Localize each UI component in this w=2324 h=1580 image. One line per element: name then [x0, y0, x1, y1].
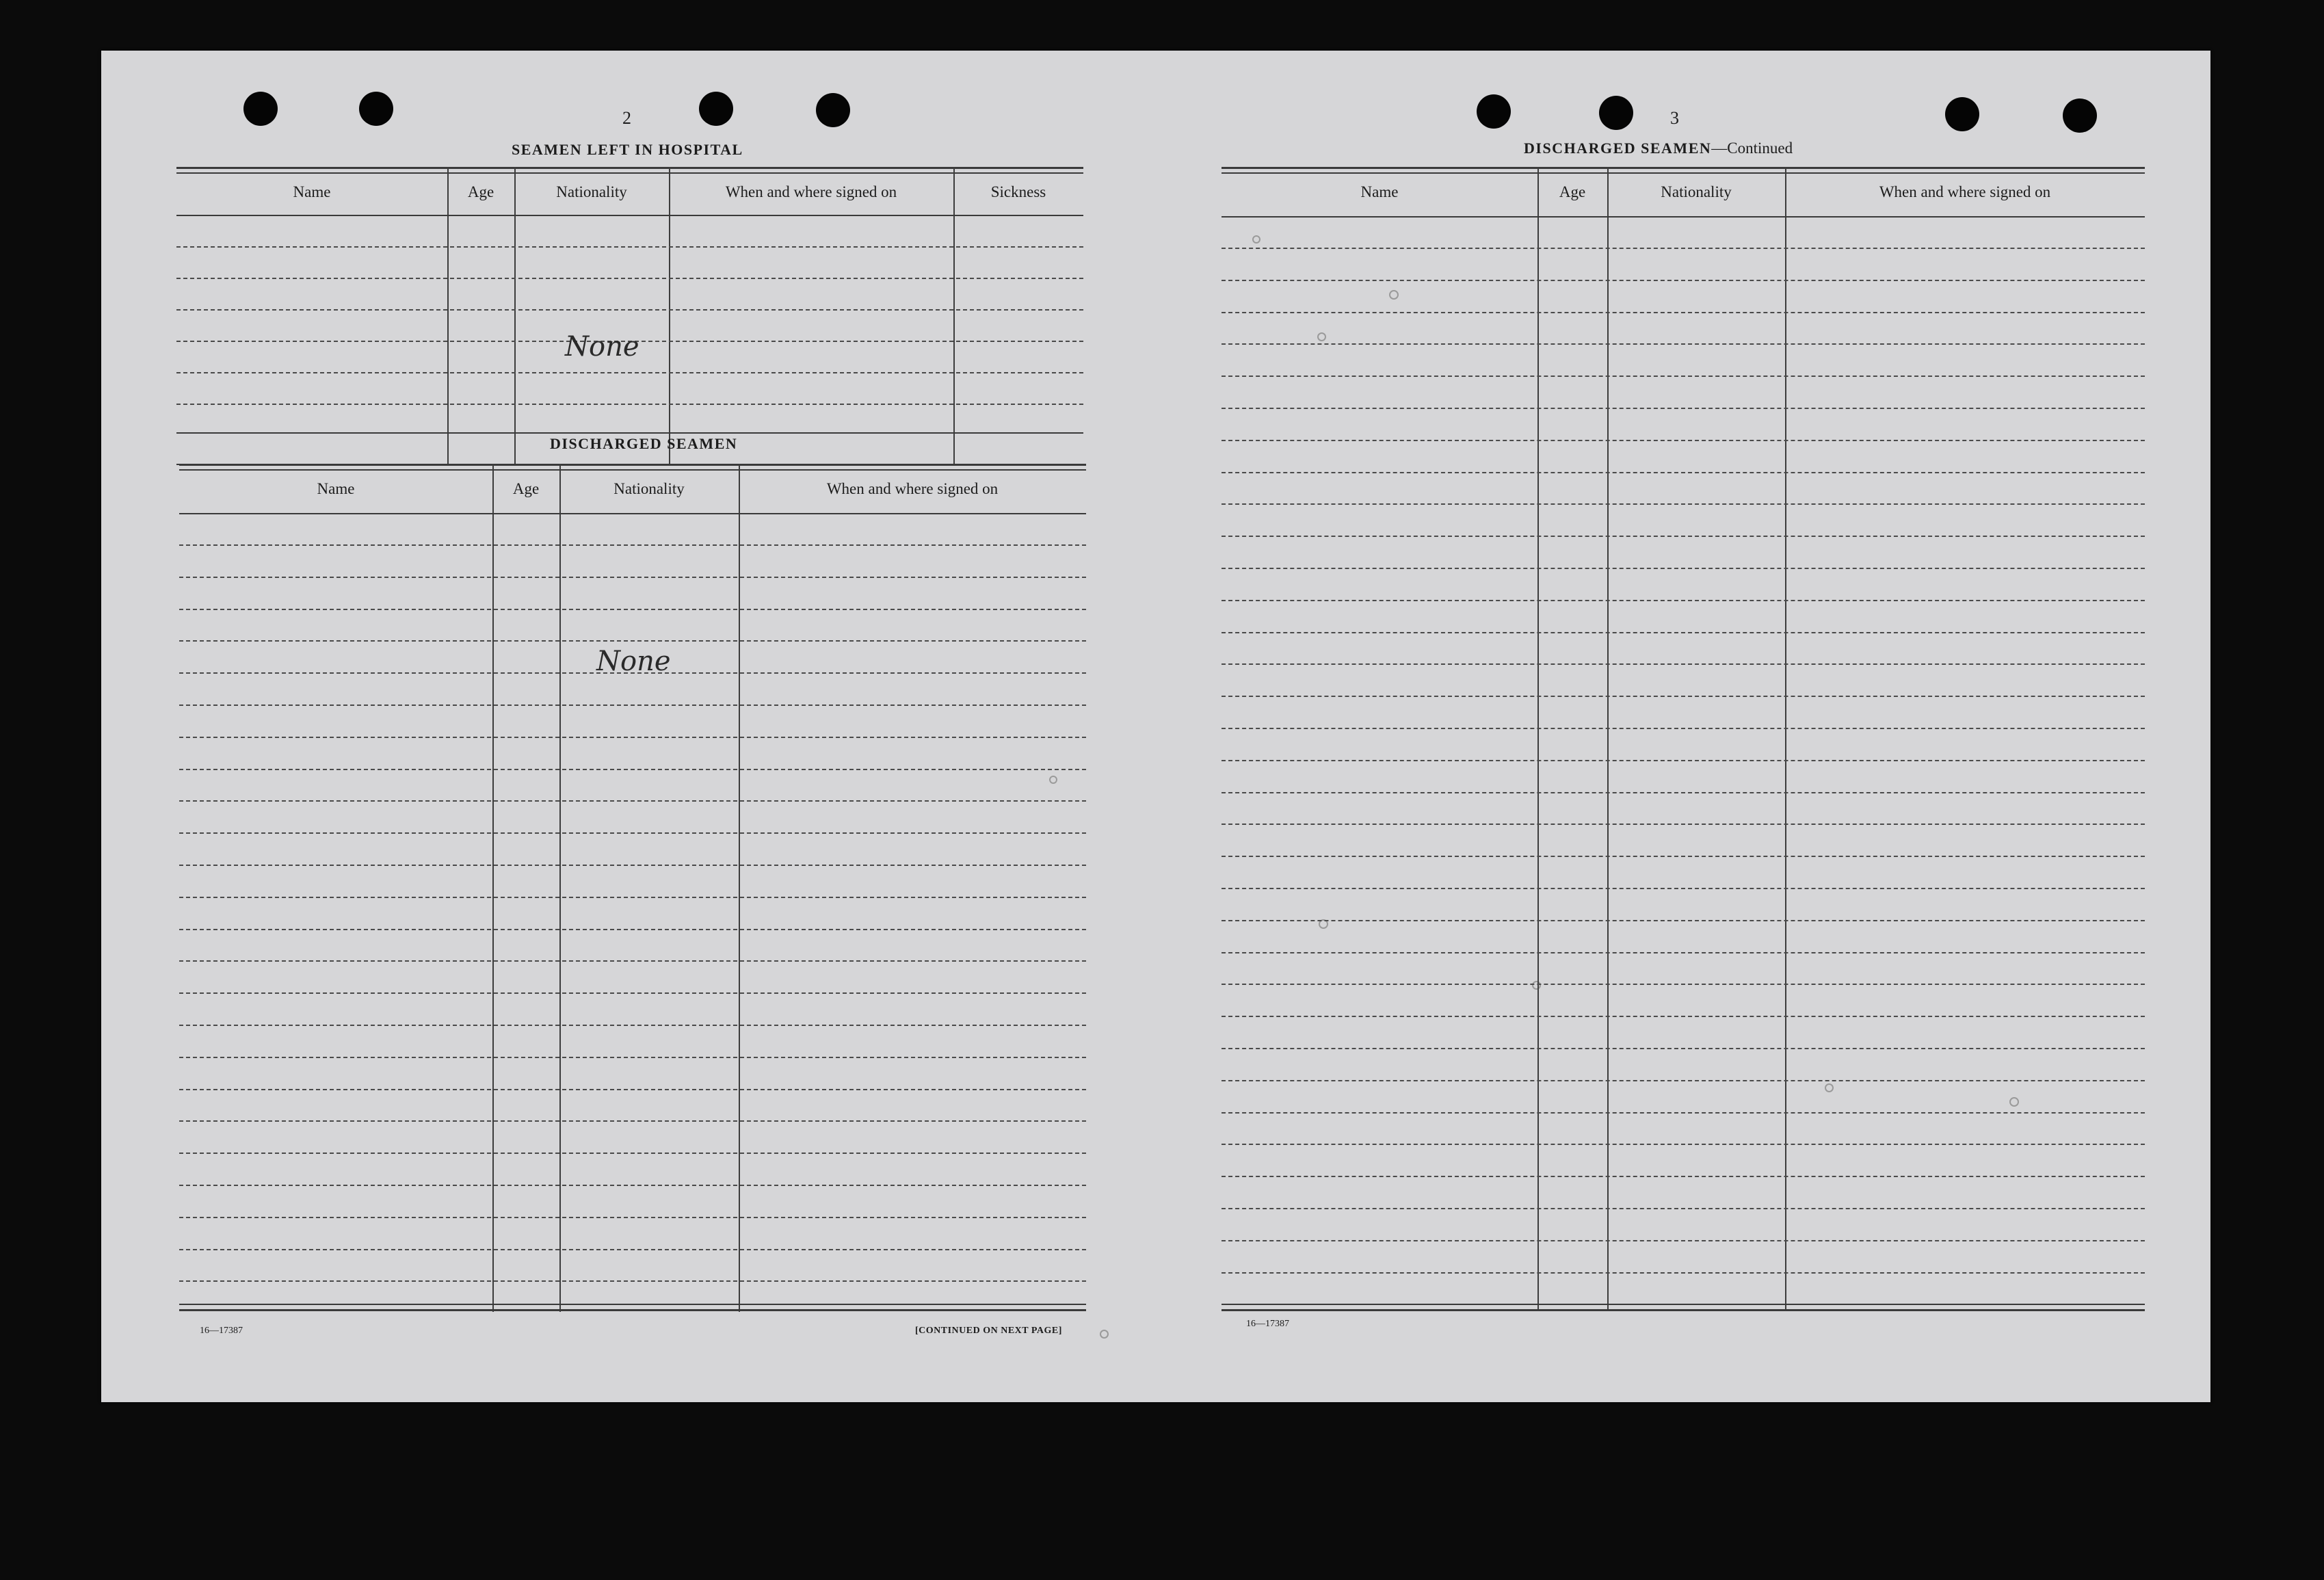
table-row — [1222, 1272, 2145, 1274]
table-row — [1222, 856, 2145, 857]
column-header-age: Age — [467, 183, 494, 200]
table-row — [179, 1057, 1086, 1058]
table-row — [176, 372, 1083, 373]
table-row — [1222, 1080, 2145, 1081]
table-row — [179, 1185, 1086, 1186]
table-row — [1222, 248, 2145, 249]
table-row — [1222, 440, 2145, 441]
column-header-name: Name — [1360, 183, 1399, 200]
page-number: 3 — [1670, 108, 1679, 128]
table-row — [1222, 1016, 2145, 1017]
form-sheet — [101, 51, 2210, 1402]
table-row — [179, 1153, 1086, 1154]
column-header-nationality: Nationality — [1661, 183, 1732, 200]
continued-note: [CONTINUED ON NEXT PAGE] — [915, 1326, 1062, 1336]
punch-hole — [1599, 96, 1633, 130]
punch-hole — [243, 92, 278, 126]
table-row — [1222, 792, 2145, 793]
column-header-name: Name — [317, 480, 355, 497]
table-row — [1222, 663, 2145, 665]
form-number: 16—17387 — [200, 1326, 243, 1336]
section-title-discharged: DISCHARGED SEAMEN — [550, 435, 738, 452]
table-row — [176, 278, 1083, 279]
column-header-signed-on: When and where signed on — [725, 183, 897, 200]
table-row — [1222, 728, 2145, 729]
column-header-nationality: Nationality — [613, 480, 685, 497]
table-row — [179, 737, 1086, 738]
table-row — [1222, 760, 2145, 761]
table-row — [1222, 503, 2145, 505]
table-row — [179, 929, 1086, 930]
table-row — [1222, 536, 2145, 537]
table-row — [179, 577, 1086, 578]
table-row — [1222, 1112, 2145, 1114]
table-row — [1222, 408, 2145, 409]
hospital-table — [176, 167, 1083, 465]
table-row — [1222, 568, 2145, 569]
table-row — [1222, 1208, 2145, 1209]
column-header-name: Name — [293, 183, 331, 200]
table-row — [179, 897, 1086, 898]
table-row — [179, 960, 1086, 962]
column-header-signed-on: When and where signed on — [1879, 183, 2051, 200]
handwritten-entry: None — [596, 646, 671, 677]
table-row — [179, 705, 1086, 706]
table-row — [179, 1120, 1086, 1122]
punch-hole — [1477, 94, 1511, 129]
table-row — [179, 865, 1086, 866]
table-row — [179, 832, 1086, 834]
table-row — [179, 640, 1086, 642]
column-header-age: Age — [1559, 183, 1586, 200]
punch-hole — [1945, 97, 1979, 131]
punch-hole — [816, 93, 850, 127]
table-row — [179, 1025, 1086, 1026]
table-row — [1222, 312, 2145, 313]
table-row — [176, 404, 1083, 405]
section-title-hospital: SEAMEN LEFT IN HOSPITAL — [512, 141, 743, 158]
discharged-table — [179, 464, 1086, 1312]
table-row — [1222, 920, 2145, 921]
table-row — [1222, 1048, 2145, 1049]
table-row — [179, 1249, 1086, 1250]
column-header-nationality: Nationality — [556, 183, 627, 200]
table-row — [1222, 1176, 2145, 1177]
table-row — [179, 1089, 1086, 1090]
discharged-continued-table — [1222, 167, 2145, 1311]
column-header-sickness: Sickness — [990, 183, 1046, 200]
table-row — [1222, 984, 2145, 985]
table-row — [1222, 376, 2145, 377]
punch-hole — [359, 92, 393, 126]
table-row — [1222, 696, 2145, 697]
section-title-text: DISCHARGED SEAMEN — [1524, 140, 1712, 157]
dust-speck — [1100, 1330, 1109, 1339]
section-title-suffix: —Continued — [1711, 140, 1793, 157]
table-row — [179, 769, 1086, 770]
column-header-signed-on: When and where signed on — [826, 480, 999, 497]
column-header-age: Age — [512, 480, 540, 497]
table-row — [1222, 472, 2145, 473]
table-row — [179, 992, 1086, 994]
table-row — [1222, 632, 2145, 633]
form-number: 16—17387 — [1246, 1319, 1289, 1329]
page-number: 2 — [622, 108, 631, 128]
section-title-discharged-continued — [1524, 140, 1793, 157]
table-row — [1222, 600, 2145, 601]
punch-hole — [699, 92, 733, 126]
table-row — [1222, 888, 2145, 889]
table-row — [1222, 952, 2145, 953]
table-row — [179, 609, 1086, 610]
table-row — [1222, 1144, 2145, 1145]
table-row — [179, 1217, 1086, 1218]
table-row — [179, 544, 1086, 546]
table-row — [1222, 1240, 2145, 1241]
table-row — [176, 309, 1083, 311]
table-row — [176, 246, 1083, 248]
table-row — [1222, 280, 2145, 281]
table-row — [179, 1280, 1086, 1282]
table-row — [1222, 824, 2145, 825]
table-row — [179, 800, 1086, 802]
table-row — [1222, 343, 2145, 345]
punch-hole — [2063, 98, 2097, 133]
handwritten-entry: None — [565, 331, 639, 363]
